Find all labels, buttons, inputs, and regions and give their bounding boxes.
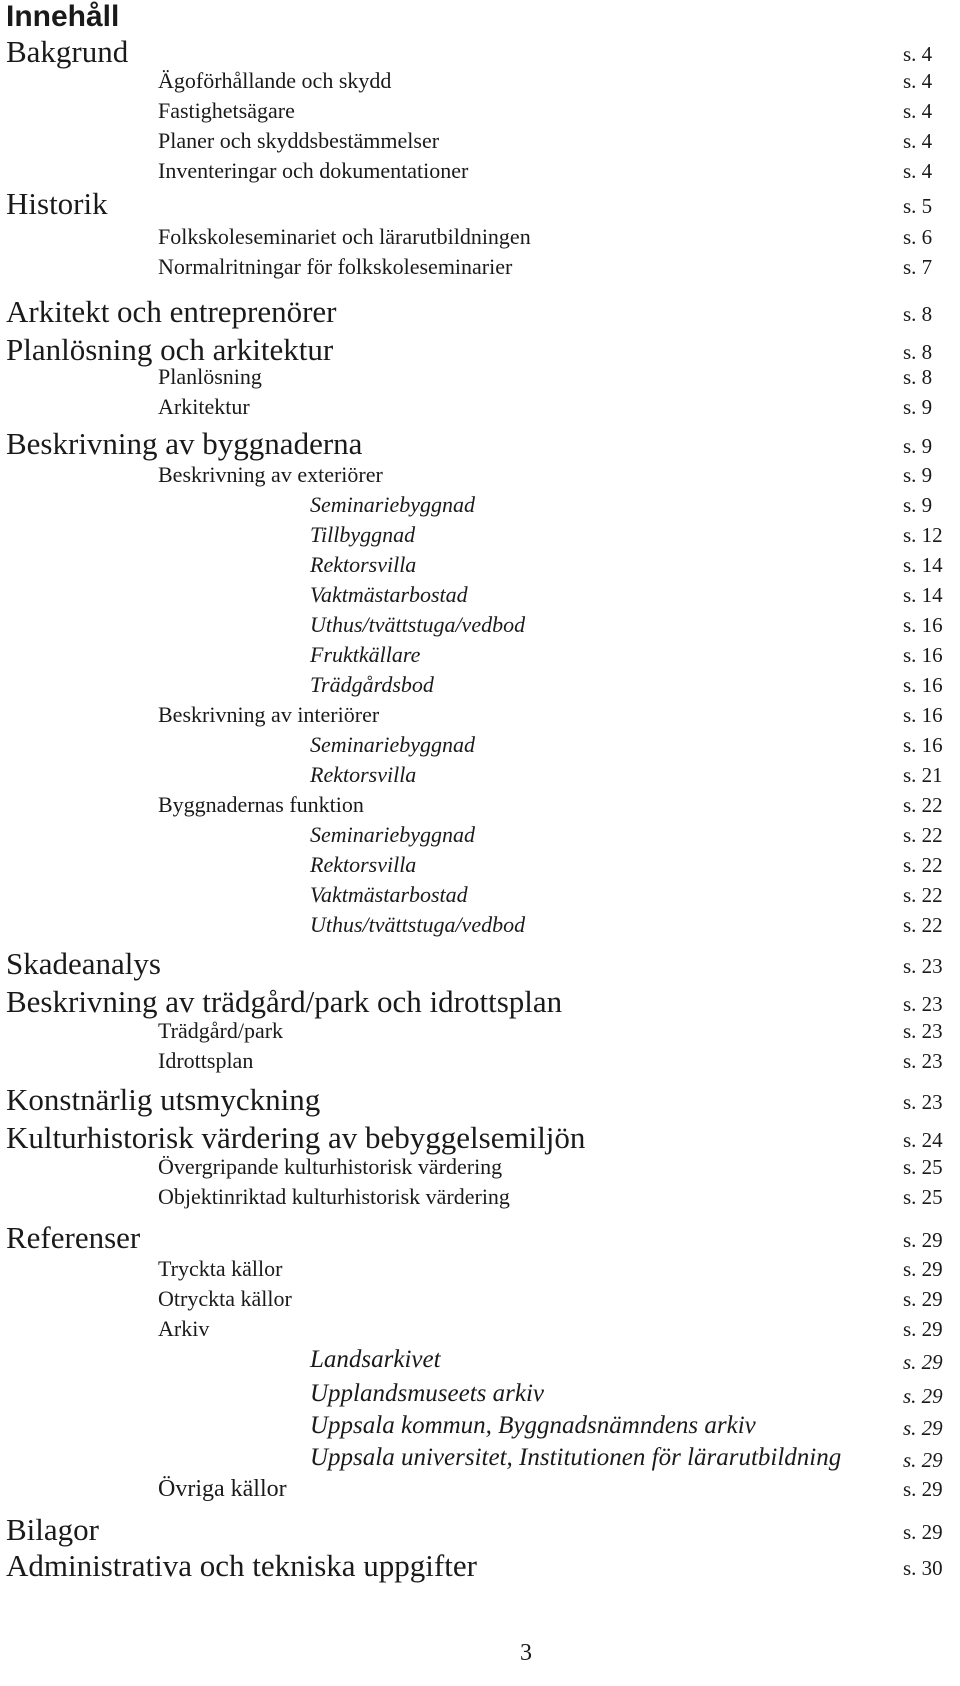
toc-entry-title: Objektinriktad kulturhistorisk värdering	[158, 1184, 510, 1209]
toc-entry-page: s. 21	[903, 763, 943, 787]
toc-entry-title: Otryckta källor	[158, 1286, 292, 1311]
toc-entry-page: s. 23	[903, 954, 943, 978]
toc-entry-title: Upplandsmuseets arkiv	[310, 1380, 544, 1407]
toc-entry-page: s. 29	[903, 1350, 943, 1374]
toc-entry-title: Beskrivning av byggnaderna	[6, 426, 363, 461]
toc-entry-title: Skadeanalys	[6, 946, 161, 981]
toc-entry-title: Inventeringar och dokumentationer	[158, 158, 469, 183]
toc-entry-page: s. 8	[903, 365, 933, 389]
toc-entry-page: s. 16	[903, 613, 943, 637]
toc-entry-title: Rektorsvilla	[310, 762, 417, 787]
toc-entry-title: Uppsala universitet, Institutionen för lärarutbildning	[310, 1444, 842, 1471]
toc-entry-page: s. 23	[903, 992, 943, 1016]
toc-entry-page: s. 14	[903, 553, 943, 577]
toc-entry-page: s. 23	[903, 1019, 943, 1043]
toc-entry-title: Tryckta källor	[158, 1256, 283, 1281]
toc-entry-page: s. 22	[903, 853, 943, 877]
toc-entry-page: s. 25	[903, 1185, 943, 1209]
toc-entry-title: Rektorsvilla	[310, 552, 417, 577]
toc-entry-page: s. 16	[903, 673, 943, 697]
toc-entry-title: Beskrivning av exteriörer	[158, 462, 383, 487]
toc-entry-page: s. 9	[903, 493, 933, 517]
toc-entry-title: Uppsala kommun, Byggnadsnämndens arkiv	[310, 1412, 756, 1439]
toc-entry-page: s. 12	[903, 523, 943, 547]
toc-entry-title: Vaktmästarbostad	[310, 582, 468, 607]
toc-entry-title: Vaktmästarbostad	[310, 882, 468, 907]
toc-entry-title: Folkskoleseminariet och lärarutbildningen	[158, 224, 531, 249]
toc-entry-page: s. 22	[903, 793, 943, 817]
toc-entry-page: s. 29	[903, 1384, 943, 1408]
toc-entry-title: Historik	[6, 186, 108, 221]
toc-entry-page: s. 24	[903, 1128, 943, 1152]
toc-entry-title: Ägoförhållande och skydd	[158, 68, 392, 93]
toc-entry-title: Trädgård/park	[158, 1018, 284, 1043]
toc-entry-title: Bilagor	[6, 1512, 99, 1547]
toc-entry-title: Arkitektur	[158, 394, 250, 419]
toc-entry-title: Planlösning	[158, 364, 262, 389]
toc-entry-page: s. 29	[903, 1287, 943, 1311]
toc-entry-title: Arkiv	[158, 1316, 210, 1341]
toc-entry-title: Bakgrund	[6, 34, 129, 69]
toc-entry-title: Seminariebyggnad	[310, 492, 475, 517]
toc-entry-page: s. 16	[903, 733, 943, 757]
page-title: Innehåll	[6, 0, 120, 33]
toc-entry-title: Fruktkällare	[310, 642, 421, 667]
toc-entry-title: Övergripande kulturhistorisk värdering	[158, 1154, 503, 1179]
toc-entry-page: s. 8	[903, 340, 933, 364]
toc-entry-page: s. 29	[903, 1228, 943, 1252]
toc-entry-title: Arkitekt och entreprenörer	[6, 294, 337, 329]
toc-entry-page: s. 4	[903, 129, 933, 153]
toc-entry-title: Kulturhistorisk värdering av bebyggelsemiljön	[6, 1120, 586, 1155]
toc-entry-page: s. 9	[903, 434, 933, 458]
toc-entry-title: Övriga källor	[158, 1476, 287, 1502]
toc-entry-page: s. 23	[903, 1090, 943, 1114]
toc-entry-title: Normalritningar för folkskoleseminarier	[158, 254, 513, 279]
toc-entry-page: s. 29	[903, 1477, 943, 1501]
toc-entry-title: Tillbyggnad	[310, 522, 416, 547]
toc-entry-page: s. 4	[903, 99, 933, 123]
toc-entry-title: Byggnadernas funktion	[158, 792, 364, 817]
toc-entry-page: s. 8	[903, 302, 933, 326]
toc-entry-title: Uthus/tvättstuga/vedbod	[310, 912, 526, 937]
toc-entry-title: Planlösning och arkitektur	[6, 332, 334, 367]
toc-entry-title: Trädgårdsbod	[310, 672, 434, 697]
toc-entry-page: s. 9	[903, 395, 933, 419]
toc-entry-title: Uthus/tvättstuga/vedbod	[310, 612, 526, 637]
toc-entry-page: s. 22	[903, 823, 943, 847]
toc-entry-page: s. 5	[903, 194, 933, 218]
toc-entry-title: Beskrivning av interiörer	[158, 702, 380, 727]
toc-entry-page: s. 22	[903, 913, 943, 937]
toc-entry-page: s. 29	[903, 1416, 943, 1440]
toc-entry-page: s. 29	[903, 1520, 943, 1544]
toc-entry-page: s. 14	[903, 583, 943, 607]
toc-entry-page: s. 7	[903, 255, 933, 279]
toc-entry-page: s. 22	[903, 883, 943, 907]
toc-entry-page: s. 16	[903, 703, 943, 727]
toc-entry-page: s. 4	[903, 42, 933, 66]
toc-entry-page: s. 6	[903, 225, 933, 249]
toc-entry-page: s. 4	[903, 69, 933, 93]
toc-entry-page: s. 25	[903, 1155, 943, 1179]
toc-entry-title: Idrottsplan	[158, 1048, 254, 1073]
toc-entry-title: Landsarkivet	[310, 1346, 441, 1373]
toc-entry-title: Planer och skyddsbestämmelser	[158, 128, 440, 153]
toc-entry-page: s. 29	[903, 1317, 943, 1341]
toc-entry-title: Seminariebyggnad	[310, 732, 475, 757]
toc-entry-page: s. 9	[903, 463, 933, 487]
toc-entry-title: Administrativa och tekniska uppgifter	[6, 1548, 477, 1583]
toc-entry-title: Konstnärlig utsmyckning	[6, 1082, 321, 1117]
toc-entry-title: Seminariebyggnad	[310, 822, 475, 847]
toc-entry-title: Rektorsvilla	[310, 852, 417, 877]
toc-entry-title: Fastighetsägare	[158, 98, 295, 123]
toc-entry-page: s. 30	[903, 1556, 943, 1580]
page-number: 3	[520, 1640, 532, 1666]
toc-entry-page: s. 29	[903, 1257, 943, 1281]
toc-entry-page: s. 29	[903, 1448, 943, 1472]
toc-entry-page: s. 4	[903, 159, 933, 183]
toc-entry-title: Referenser	[6, 1220, 141, 1255]
toc-entry-title: Beskrivning av trädgård/park och idrottsplan	[6, 984, 563, 1019]
toc-entry-page: s. 23	[903, 1049, 943, 1073]
toc-entry-page: s. 16	[903, 643, 943, 667]
